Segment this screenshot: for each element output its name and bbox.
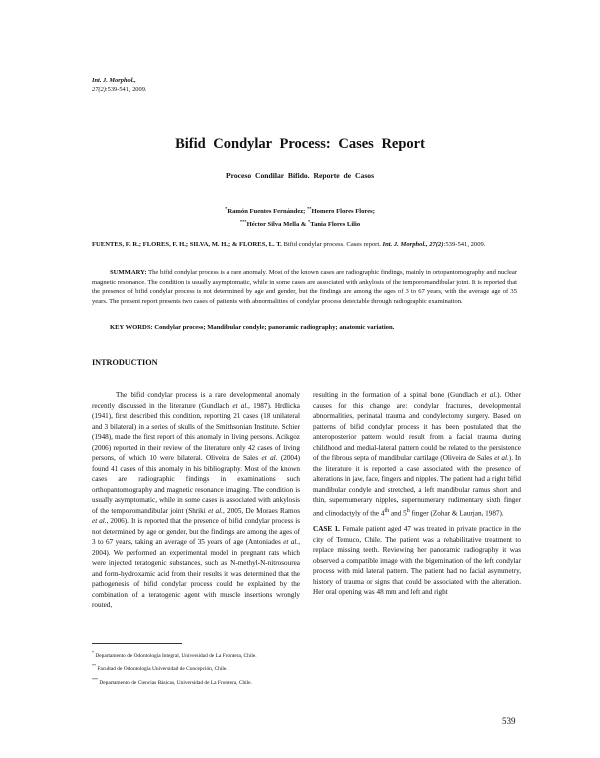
footnote: * Departamento de Odontología Integral, Universidad de La Frontera, Chile. xyxy=(92,650,257,659)
column-left xyxy=(92,390,300,611)
journal-name: Int. J. Morphol., xyxy=(92,77,136,84)
paragraph: The bifid condylar process is a rare developmental anomaly recently discussed in the literature (Gundlach et al., 1987). Hrdlicka (1941), first described this condition, reporting 21 cases (18 unilateral and 3 bilateral) in a series of skulls of the Smithsonian Institute. Schier (1948), made the first report of this anomaly in living persons. Acikgoz (2006) reported in their review of the literature only 42 cases of living persons, of which 10 were bilateral. Oliveira de Sales et al. (2004) found 41 cases of this anomaly in his bibliography. Most of the known cases are radiographic findings in examinations such orthopantomography and magnetic resonance imaging. The condition is usually asymptomatic, while in some cases is associated with ankylosis of the temporomandibular joint (Shriki et al., 2005, De Moraes Ramos et al., 2006). It is reported that the presence of bifid condylar process is not determined by age or gender, but the findings are among the ages of 3 to 67 years, taking an average of 35 years of age (Antoniades et al., 2004). We performed an experimental model in pregnant rats which were injected teratogenic substances, such as N-methyl-N-nitrosourea and form-hydroxamic acid from their results it was determined that the pathogenesis of bifid condylar process could be explained by the combination of a teratogenic agent with muscle insertions wrongly routed, xyxy=(92,391,301,609)
page-number: 539 xyxy=(502,716,516,726)
footnotes xyxy=(92,648,392,688)
column-right xyxy=(313,390,521,598)
footnote-divider xyxy=(92,643,182,644)
case-paragraph: CASE 1. Female patient aged 47 was treated in private practice in the city of Temuco, Chile. The patient was a rehabilitative treatment to replace missing teeth. Reviewing her panoramic radiography it was observed a compatible image with the bigemination of the left condylar process with mid lateral pattern. The patient had no facial asymmetry, history of trauma or signs that could be associated with the alteration. Her oral opening was 48 mm and left and right xyxy=(313,525,521,597)
article-title: Bifid Condylar Process: Cases Report xyxy=(175,136,425,152)
footnote: ** Facultad de Odontología Universidad de Concepción, Chile. xyxy=(92,663,228,673)
keywords: KEY WORDS: Condylar process; Mandibular condyle; panoramic radiography; anatomic variation. xyxy=(110,324,395,331)
abstract: SUMMARY: The bifid condylar process is a rare anomaly. Most of the known cases are radiographic findings, mainly in ortopantomography and nuclear magnetic resonance. The condition is usually asymptomatic, while in some cases are associated with ankylosis of the temporomandibular joint. It is reported that the presence of bifid condylar process is not determined by age and gender, but the findings are among the ages of 3 to 67 years, with the average age of 35 years. The present report presents two cases of patients with abnormalities of condylar process detectable through radiographic examination. xyxy=(92,269,517,305)
author-list: *Ramón Fuentes Fernández; **Homero Flores Flores; ***Héctor Silva Mella & *Tania Flores Lilio xyxy=(225,206,375,228)
footnote: *** Departamento de Ciencias Básicas, Universidad de La Frontera, Chile. xyxy=(92,676,252,686)
citation: FUENTES, F. R.; FLORES, F. H.; SILVA, M. H.; & FLORES, L. T. Bifid condylar process. Cases report. Int. J. Morphol., 27(2):539-541, 2009. xyxy=(92,241,486,248)
summary-label: SUMMARY: xyxy=(110,269,147,276)
journal-volume: 27(2):539-541, 2009. xyxy=(92,86,147,93)
section-heading: INTRODUCTION xyxy=(92,358,158,367)
journal-reference xyxy=(92,76,147,94)
paragraph: resulting in the formation of a spinal bone (Gundlach et al.). Other causes for this change are: condylar fractures, developmental abnormalities, perinatal trauma and condylectomy surgery. Based on patterns of bifid condylar process it has been postulated that the anteroposterior pattern would result from a facial trauma during childhood and medial-lateral pattern could be related to the persistence of the fibrous septa of mandibular cartilage (Oliveira de Sales et al.). In the literature it is reported a case associated with the presence of alterations in jaw, face, fingers and nipples. The patient had a right bifid mandibular condyle and stretched, a left mandibular ramus short and thin, supernumerary nipples, supernumerary rudimentary sixth finger and clinodactyly of the 4th and 5$^h$ finger (Zohar & Laurjan, 1987). xyxy=(313,391,521,517)
article-subtitle: Proceso Condilar Bífido. Reporte de Casos xyxy=(225,171,375,180)
